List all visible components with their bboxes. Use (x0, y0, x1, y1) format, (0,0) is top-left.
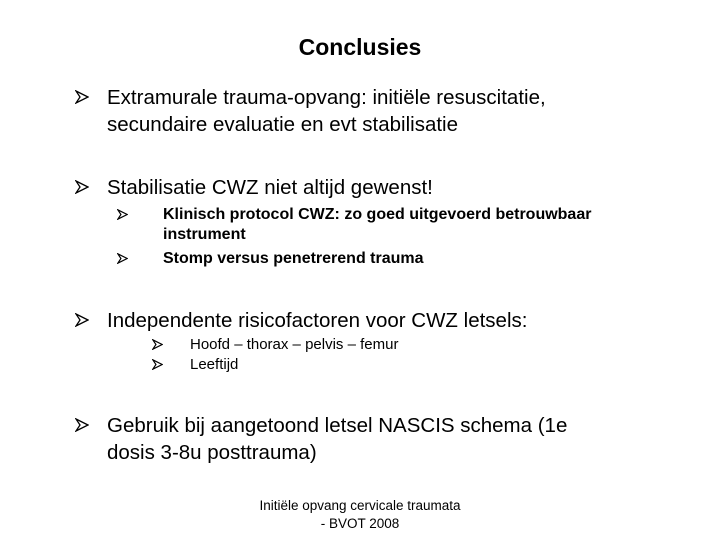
sub-bullet-text: Stomp versus penetrerend trauma (163, 250, 424, 267)
arrowhead-bullet-icon (75, 180, 89, 194)
arrowhead-bullet-icon (152, 339, 163, 350)
arrowhead-bullet-icon (75, 313, 89, 327)
arrowhead-bullet-icon (117, 209, 128, 220)
bullet-text: Gebruik bij aangetoond letsel NASCIS schema (1e (107, 414, 568, 437)
arrowhead-bullet-icon (75, 90, 89, 104)
sub-bullet-text: Hoofd – thorax – pelvis – femur (190, 336, 399, 353)
arrowhead-bullet-icon (117, 253, 128, 264)
footer-line-2: - BVOT 2008 (320, 516, 400, 531)
bullet-text: secundaire evaluatie en evt stabilisatie (107, 113, 458, 136)
sub-bullet-text: Klinisch protocol CWZ: zo goed uitgevoerd betrouwbaar (163, 206, 592, 223)
sub-bullet-text: instrument (163, 226, 246, 243)
footer-line-1: Initiële opvang cervicale traumata (259, 498, 461, 513)
bullet-text: Extramurale trauma-opvang: initiële resuscitatie, (107, 86, 546, 109)
arrowhead-bullet-icon (75, 418, 89, 432)
slide-title: Conclusies (298, 34, 422, 60)
sub-bullet-text: Leeftijd (190, 356, 239, 373)
bullet-text: Independente risicofactoren voor CWZ letsels: (107, 309, 528, 332)
bullet-text: Stabilisatie CWZ niet altijd gewenst! (107, 176, 433, 199)
footer (0, 497, 720, 533)
arrowhead-bullet-icon (152, 359, 163, 370)
bullet-text: dosis 3-8u posttrauma) (107, 441, 317, 464)
